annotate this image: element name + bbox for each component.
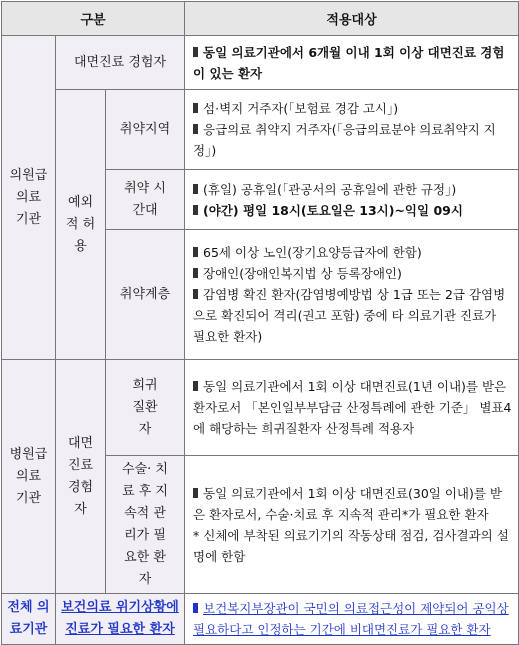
bullet-icon (193, 247, 198, 257)
bullet-icon (193, 488, 198, 498)
header-category: 구분 (2, 2, 185, 36)
list-item: (야간) 평일 18시(토요일은 13시)~익일 09시 (193, 200, 512, 221)
bullet-icon (193, 103, 198, 113)
vulnerable-time-content (185, 170, 519, 230)
vulnerable-group-label: 취약계층 (106, 230, 185, 360)
hospital-face-to-face-label: 대면 진료 경험자 (56, 360, 106, 594)
bullet-icon (193, 205, 198, 215)
all-institutions-label: 전체 의료기관 (2, 594, 56, 645)
list-item: 감염병 확진 환자(감염병예방법 상 1급 또는 2급 감염병으로 확진되어 격리(권고 포함) 중에 타 의료기관 진료가 필요한 환자) (193, 287, 506, 344)
surgery-patient-label: 수술· 치료 후 지속적 관리가 필요한 환자 (106, 456, 185, 594)
vulnerable-group-content (185, 230, 519, 360)
bullet-icon (193, 603, 198, 613)
crisis-patient-content: 보건복지부장관이 국민의 의료접근성이 제약되어 공익상 필요하다고 인정하는 기간에 비대면진료가 필요한 환자 (185, 594, 519, 645)
bullet-icon (193, 184, 198, 194)
vulnerable-area-content (185, 90, 519, 170)
list-item: (휴일) 공휴일(「관공서의 공휴일에 관한 규정」) (193, 179, 512, 200)
policy-table (1, 1, 519, 645)
list-item: 섬·벽지 거주자(「보험료 경감 고시」) (193, 98, 512, 119)
surgery-patient-content: 동일 의료기관에서 1회 이상 대면진료(30일 이내)를 받은 환자로서, 수술·치료 후 지속적 관리*가 필요한 환자 * 신체에 부착된 의료기기의 작동상태 점검, 검사결과의 설명에 한함 (185, 456, 519, 594)
bullet-icon (193, 381, 198, 391)
clinic-face-to-face-label: 대면진료 경험자 (56, 36, 185, 90)
crisis-patient-label: 보건의료 위기상황에 진료가 필요한 환자 (56, 594, 185, 645)
bullet-icon (193, 268, 198, 278)
bullet-icon (193, 289, 198, 299)
footnote: * 신체에 부착된 의료기기의 작동상태 점검, 검사결과의 설명에 한함 (193, 527, 509, 564)
clinic-exception-label: 예외적 허용 (56, 90, 106, 360)
list-item: 장애인(장애인복지법 상 등록장애인) (193, 263, 512, 284)
vulnerable-area-label: 취약지역 (106, 90, 185, 170)
rare-disease-label: 희귀 질환자 (106, 360, 185, 456)
clinic-group-label: 의원급 의료 기관 (2, 36, 56, 360)
list-item: 65세 이상 노인(장기요양등급자에 한함) (193, 242, 512, 263)
bullet-icon (193, 124, 198, 134)
rare-disease-content: 동일 의료기관에서 1회 이상 대면진료(1년 이내)를 받은 환자로서 「본인일부부담금 산정특례에 관한 기준」 별표4에 해당하는 희귀질환자 산정특례 적용자 (185, 360, 519, 456)
bullet-icon (193, 47, 198, 57)
vulnerable-time-label: 취약 시간대 (106, 170, 185, 230)
clinic-face-to-face-content: 동일 의료기관에서 6개월 이내 1회 이상 대면진료 경험이 있는 환자 (185, 36, 519, 90)
header-target: 적용대상 (185, 2, 519, 36)
hospital-group-label: 병원급 의료 기관 (2, 360, 56, 594)
list-item: 응급의료 취약지 거주자(「응급의료분야 의료취약지 지정」) (193, 122, 496, 158)
